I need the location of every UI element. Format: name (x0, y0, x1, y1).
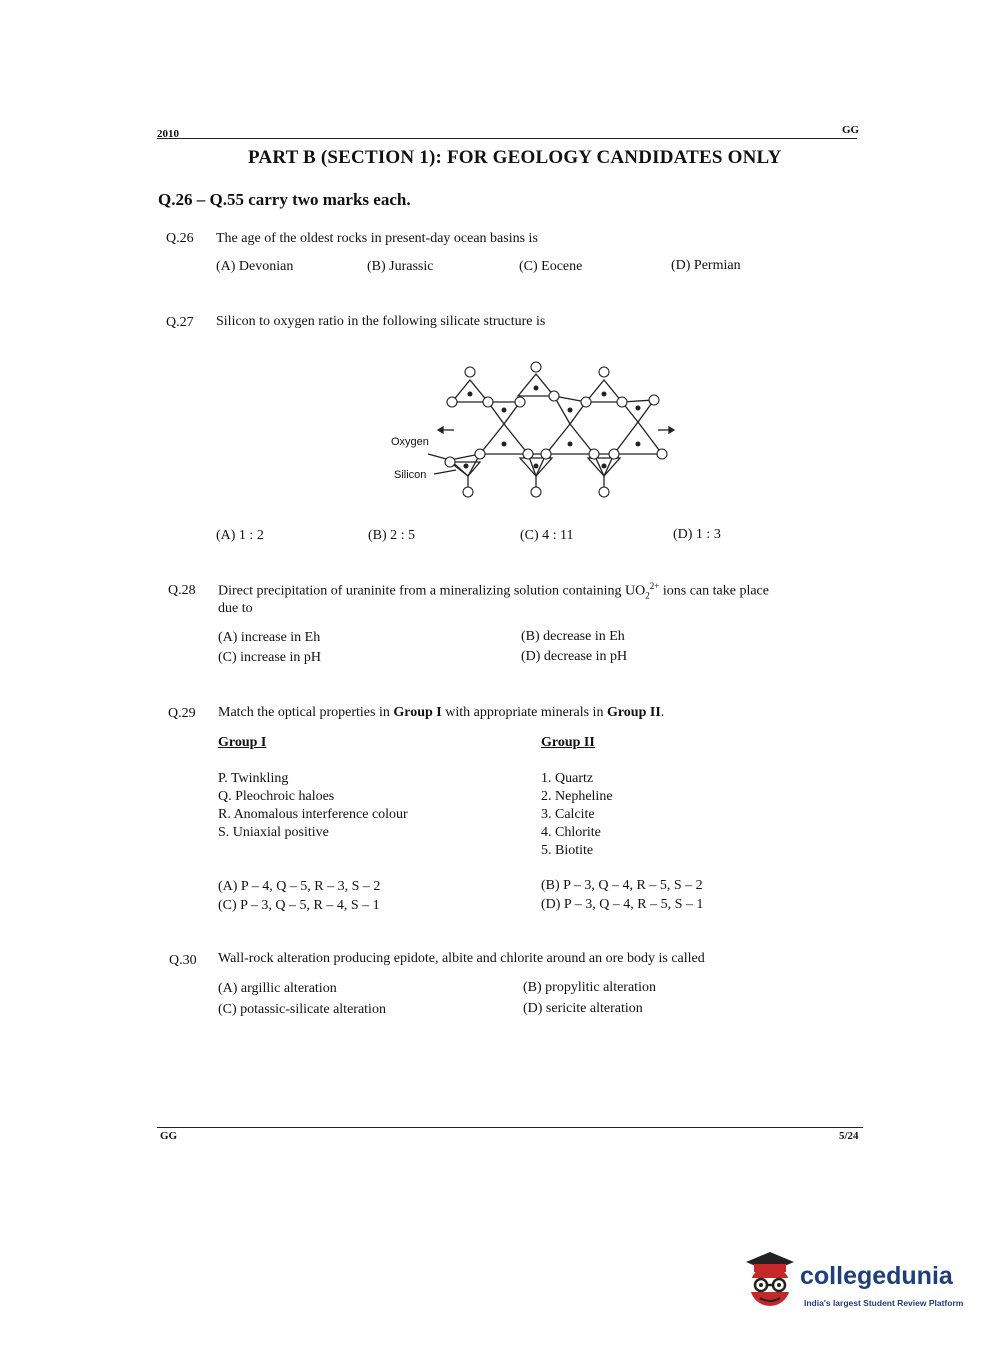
silicon-atom (602, 464, 607, 469)
q26-text: The age of the oldest rocks in present-day ocean basins is (216, 231, 538, 246)
group2-list (541, 770, 613, 860)
q28-option-d: (D) decrease in pH (521, 649, 628, 664)
group1-list (218, 770, 408, 842)
oxygen-atom (549, 391, 559, 401)
group2-item: 5. Biotite (541, 843, 594, 858)
tetrahedron (546, 424, 594, 454)
oxygen-atom (531, 487, 541, 497)
q28-option-a: (A) increase in Eh (218, 630, 321, 645)
tetrahedron (488, 402, 520, 424)
silicon-atom (568, 408, 573, 413)
q30-option-a: (A) argillic alteration (218, 981, 337, 996)
group2-item: 4. Chlorite (541, 825, 601, 840)
oxygen-atom (581, 397, 591, 407)
oxygen-atom (657, 449, 667, 459)
q29-text: Match the optical properties in Group I with appropriate minerals in Group II. (218, 705, 665, 720)
oxygen-atom (599, 487, 609, 497)
header-year: 2010 (157, 128, 179, 140)
group2-item: 3. Calcite (541, 807, 595, 822)
q30-option-b: (B) propylitic alteration (523, 980, 656, 995)
oxygen-atom (649, 395, 659, 405)
silicon-atom (464, 464, 469, 469)
group2-item: 1. Quartz (541, 771, 594, 786)
oxygen-atom (541, 449, 551, 459)
q27-text: Silicon to oxygen ratio in the following silicate structure is (216, 314, 546, 329)
group1-item: P. Twinkling (218, 771, 289, 786)
footer-paper-code: GG (160, 1130, 178, 1142)
q26-number: Q.26 (166, 231, 194, 246)
silicon-atom (568, 442, 573, 447)
section-title: PART B (SECTION 1): FOR GEOLOGY CANDIDATES ONLY (248, 147, 782, 168)
q29-number: Q.29 (168, 706, 196, 721)
oxygen-atom (599, 367, 609, 377)
header-divider (157, 138, 857, 139)
oxygen-atom (483, 397, 493, 407)
diagram-label-silicon: Silicon (394, 469, 427, 481)
q26-option-a: (A) Devonian (216, 259, 294, 274)
footer-page-number: 5/24 (839, 1130, 859, 1142)
q29-option-b: (B) P – 3, Q – 4, R – 5, S – 2 (541, 878, 703, 893)
q28-text-line2: due to (218, 601, 253, 616)
group1-item: S. Uniaxial positive (218, 825, 329, 840)
q29-option-c: (C) P – 3, Q – 5, R – 4, S – 1 (218, 898, 380, 913)
group1-item: Q. Pleochroic haloes (218, 789, 335, 804)
group2-heading: Group II (541, 735, 595, 750)
logo-name: collegedunia (800, 1262, 953, 1290)
q28-text: Direct precipitation of uraninite from a mineralizing solution containing $UO_2^{2+}$ ions can take place (218, 581, 769, 601)
silicon-atom (636, 442, 641, 447)
q29-option-a: (A) P – 4, Q – 5, R – 3, S – 2 (218, 879, 381, 894)
oxygen-atom (523, 449, 533, 459)
oxygen-atom (465, 367, 475, 377)
q28-option-c: (C) increase in pH (218, 650, 322, 665)
silicate-structure-diagram (380, 358, 680, 503)
q28-number: Q.28 (168, 583, 196, 598)
group1-heading: Group I (218, 735, 267, 750)
silicon-atom (534, 464, 539, 469)
tetrahedron (518, 374, 554, 396)
collegedunia-mascot-icon (740, 1248, 800, 1310)
group1-item: R. Anomalous interference colour (218, 807, 408, 822)
silicon-atom (502, 408, 507, 413)
diagram-label-oxygen: Oxygen (391, 436, 429, 448)
q27-option-a: (A) 1 : 2 (216, 528, 264, 543)
tetrahedron (586, 380, 622, 402)
silicon-atom (602, 392, 607, 397)
q26-option-c: (C) Eocene (519, 259, 583, 274)
group2-item: 2. Nepheline (541, 789, 613, 804)
q28-option-b: (B) decrease in Eh (521, 629, 625, 644)
q27-number: Q.27 (166, 315, 194, 330)
oxygen-atom (463, 487, 473, 497)
silicon-atom (534, 386, 539, 391)
oxygen-atom (531, 362, 541, 372)
oxygen-atom (609, 449, 619, 459)
silicon-atom (468, 392, 473, 397)
q30-option-c: (C) potassic-silicate alteration (218, 1002, 386, 1017)
q27-option-d: (D) 1 : 3 (673, 527, 721, 542)
header-paper-code: GG (842, 124, 860, 136)
tetrahedron (480, 424, 528, 454)
tetrahedron (614, 422, 662, 454)
q26-option-d: (D) Permian (671, 258, 741, 273)
footer-divider (157, 1127, 863, 1128)
q27-option-c: (C) 4 : 11 (520, 528, 574, 543)
silicon-atom (636, 406, 641, 411)
q26-option-b: (B) Jurassic (367, 259, 434, 274)
q29-option-d: (D) P – 3, Q – 4, R – 5, S – 1 (541, 897, 704, 912)
tetrahedron (452, 380, 488, 402)
q30-option-d: (D) sericite alteration (523, 1001, 643, 1016)
oxygen-atom (445, 457, 455, 467)
q30-number: Q.30 (169, 953, 197, 968)
oxygen-atom (447, 397, 457, 407)
q27-option-b: (B) 2 : 5 (368, 528, 416, 543)
logo-tagline: India's largest Student Review Platform (804, 1298, 964, 1308)
oxygen-atom (475, 449, 485, 459)
oxygen-atom (617, 397, 627, 407)
oxygen-atom (589, 449, 599, 459)
marks-note: Q.26 – Q.55 carry two marks each. (158, 190, 411, 209)
oxygen-atom (515, 397, 525, 407)
q30-text: Wall-rock alteration producing epidote, albite and chlorite around an ore body is called (218, 951, 705, 966)
silicon-atom (502, 442, 507, 447)
